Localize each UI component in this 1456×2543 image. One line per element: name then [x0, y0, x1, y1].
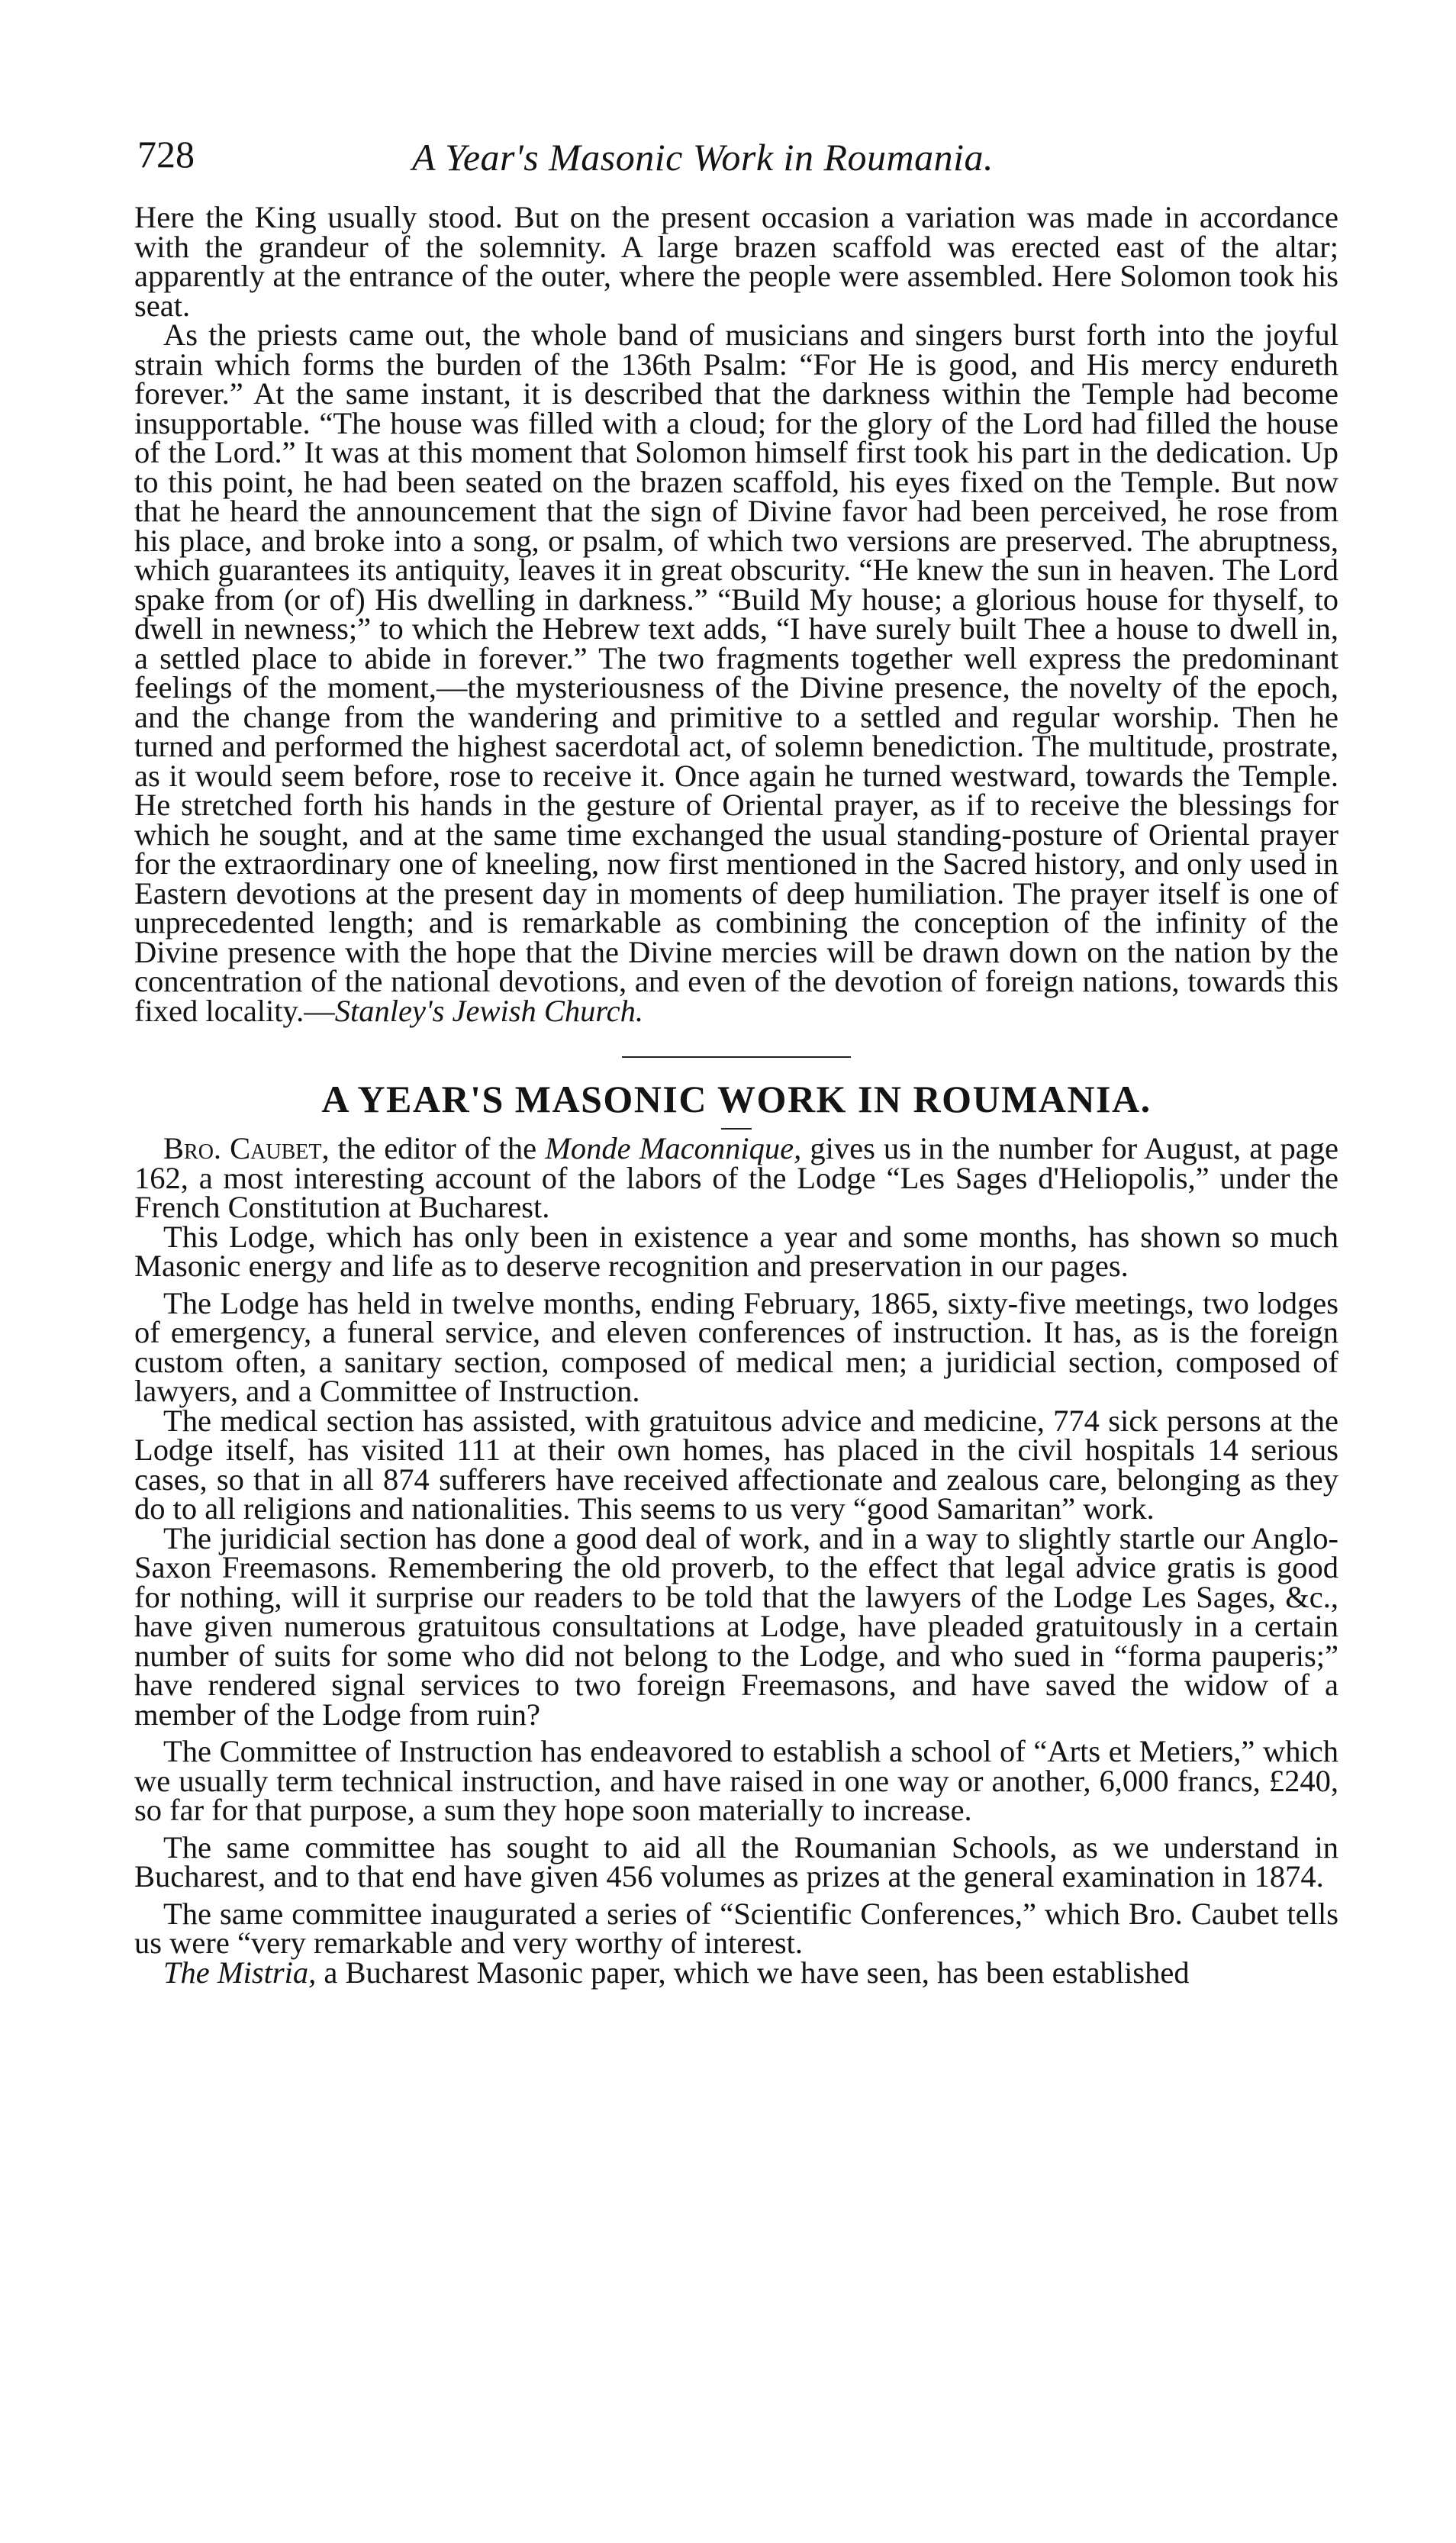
source-citation: Stanley's Jewish Church.: [334, 993, 644, 1028]
page-number: 728: [137, 133, 195, 176]
page-body: [134, 200, 1338, 1990]
running-head: A Year's Masonic Work in Roumania.: [412, 136, 994, 179]
page-header: [130, 131, 1351, 185]
paragraph: The same committee has sought to aid all the Roumanian Schools, as we understand in Bucharest, and to that end have given 456 volumes as prizes at the general examination in 1874.: [134, 1829, 1338, 1894]
journal-title: The Mistria,: [163, 1955, 317, 1990]
paragraph: The juridicial section has done a good deal of work, and in a way to slightly startle our Anglo-Saxon Freemasons. Remembering the old proverb, to the effect that legal advice gratis is good for nothing, will it surprise our readers to be told that the lawyers of the Lodge Les Sages, &c., have given numerous gratuitous consultations at Lodge, have pleaded gratuitously in a certain number of suits for some who did not belong to the Lodge, and who sued in “forma pauperis;” have rendered signal services to two foreign Freemasons, and have saved the widow of a member of the Lodge from ruin?: [134, 1520, 1338, 1732]
paragraph: The same committee inaugurated a series of “Scientific Conferences,” which Bro. Caubet tells us were “very remarkable and very worthy of interest.: [134, 1896, 1338, 1960]
paragraph-text: gives us in the number for August, at page 162, a most interesting account of the labors of the Lodge “Les Sages d'Heliopolis,” under the French Constitution at Bucharest.: [134, 1131, 1338, 1224]
section-divider: [622, 1056, 851, 1058]
paragraph: [134, 1955, 1338, 1990]
paragraph-text: the editor of the: [329, 1131, 546, 1165]
paragraph: This Lodge, which has only been in existence a year and some months, has shown so much Masonic energy and life as to deserve recognition and preservation in our pages.: [134, 1219, 1338, 1283]
paragraph: [134, 1131, 1338, 1224]
paragraph-text: a Bucharest Masonic paper, which we have seen, has been established: [316, 1955, 1190, 1990]
paragraph-text: As the priests came out, the whole band of musicians and singers burst forth into the joyful strain which forms the burden of the 136th Psalm: “For He is good, and His mercy endureth forever.” At the same instant, it is described that the darkness within the Temple had become insupportable. “The house was filled with a cloud; for the glory of the Lord had filled the house of the Lord.” It was at this moment that Solomon himself first took his part in the dedication. Up to this point, he had been seated on the brazen scaffold, his eyes fixed on the Temple. But now that he heard the announcement that the sign of Divine favor had been perceived, he rose from his place, and broke into a song, or psalm, of which two versions are preserved. The abruptness, which guarantees its antiquity, leaves it in great obscurity. “He knew the sun in heaven. The Lord spake from (or of) His dwelling in darkness.” “Build My house; a glorious house for thyself, to dwell in newness;” to which the Hebrew text adds, “I have surely built Thee a house to dwell in, a settled place to abide in forever.” The two fragments together well express the predominant feelings of the moment,—the mysteriousness of the Divine presence, the novelty of the epoch, and the change from the wandering and primitive to a settled and regular worship. Then he turned and performed the highest sacerdotal act, of solemn benediction. The multitude, prostrate, as it would seem before, rose to receive it. Once again he turned westward, towards the Temple. He stretched forth his hands in the gesture of Oriental prayer, as if to receive the blessings for which he sought, and at the same time exchanged the usual standing-posture of Oriental prayer for the extraordinary one of kneeling, now first mentioned in the Sacred history, and only used in Eastern devotions at the present day in moments of deep humiliation. The prayer itself is one of unprecedented length; and is remarkable as combining the conception of the infinity of the Divine presence with the hope that the Divine mercies will be drawn down on the nation by the concentration of the national devotions, and even of the devotion of foreign nations, towards this fixed locality.—: [134, 317, 1338, 1028]
paragraph: The Lodge has held in twelve months, ending February, 1865, sixty-five meetings, two lodges of emergency, a funeral service, and eleven conferences of instruction. It has, as is the foreign custom often, a sanitary section, composed of medical men; a juridicial section, composed of lawyers, and a Committee of Instruction.: [134, 1285, 1338, 1408]
paragraph: Here the King usually stood. But on the present occasion a variation was made in accordance with the grandeur of the solemnity. A large brazen scaffold was erected east of the altar; apparently at the entrance of the outer, where the people were assembled. Here Solomon took his seat.: [134, 200, 1338, 323]
paragraph: The Committee of Instruction has endeavored to establish a school of “Arts et Metiers,” which we usually term technical instruction, and have raised in one way or another, 6,000 francs, £240, so far for that purpose, a sum they hope soon materially to increase.: [134, 1734, 1338, 1827]
journal-title: Monde Maconnique,: [545, 1131, 802, 1165]
paragraph: [134, 317, 1338, 1028]
paragraph: The medical section has assisted, with gratuitous advice and medicine, 774 sick persons at the Lodge itself, has visited 111 at their own homes, has placed in the civil hospitals 14 serious cases, so that in all 874 sufferers have received affectionate and zealous care, belonging as they do to all religions and nationalities. This seems to us very “good Samaritan” work.: [134, 1403, 1338, 1526]
author-name: Bro. Caubet,: [163, 1131, 330, 1165]
article-heading: A YEAR'S MASONIC WORK IN ROUMANIA.: [321, 1078, 1152, 1120]
heading-rule: [721, 1128, 752, 1130]
